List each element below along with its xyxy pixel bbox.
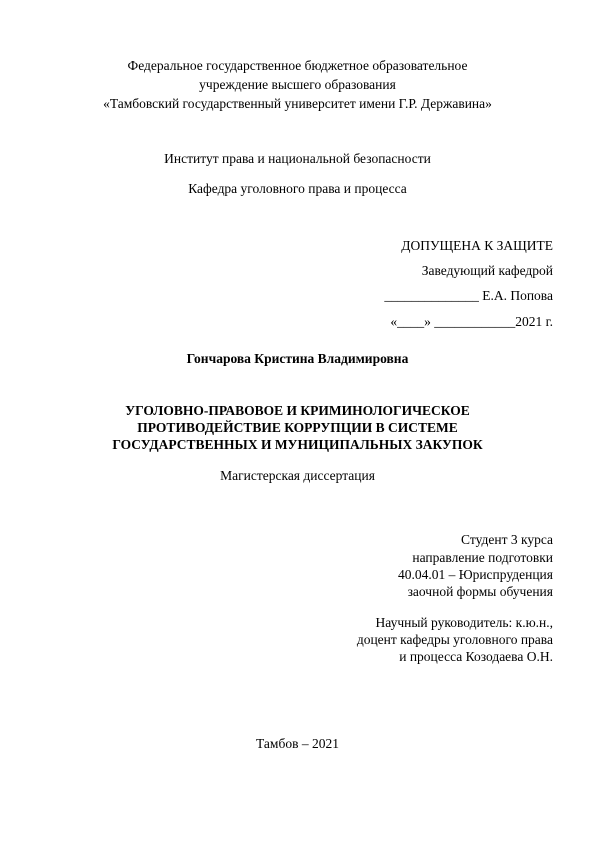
department-name: Кафедра уголовного права и процесса [188, 181, 407, 196]
institution-line-3: «Тамбовский государственный университет имени Г.Р. Державина» [103, 96, 492, 111]
supervisor-line-3: и процесса Козодаева О.Н. [399, 649, 553, 664]
approval-date: «____» ____________2021 г. [390, 314, 553, 329]
approval-title: ДОПУЩЕНА К ЗАЩИТЕ [401, 238, 553, 253]
supervisor-line-1: Научный руководитель: к.ю.н., [375, 615, 553, 630]
supervisor-line-2: доцент кафедры уголовного права [356, 632, 553, 647]
city-year: Тамбов – 2021 [256, 736, 339, 751]
student-line-3: 40.04.01 – Юриспруденция [397, 567, 553, 582]
approval-position: Заведующий кафедрой [421, 263, 553, 278]
author-name: Гончарова Кристина Владимировна [186, 351, 409, 366]
student-line-1: Студент 3 курса [461, 532, 553, 547]
institution-line-2: учреждение высшего образования [199, 77, 396, 92]
student-line-4: заочной формы обучения [407, 584, 553, 599]
institute-name: Институт права и национальной безопасности [164, 151, 431, 166]
approval-signature: ______________ Е.А. Попова [384, 288, 553, 303]
institution-line-1: Федеральное государственное бюджетное образовательное [127, 58, 468, 73]
thesis-type: Магистерская диссертация [220, 468, 375, 483]
student-line-2: направление подготовки [412, 550, 553, 565]
thesis-title-line-3: ГОСУДАРСТВЕННЫХ И МУНИЦИПАЛЬНЫХ ЗАКУПОК [112, 437, 483, 452]
thesis-title-line-2: ПРОТИВОДЕЙСТВИЕ КОРРУПЦИИ В СИСТЕМЕ [137, 420, 458, 435]
thesis-title-line-1: УГОЛОВНО-ПРАВОВОЕ И КРИМИНОЛОГИЧЕСКОЕ [125, 403, 470, 418]
